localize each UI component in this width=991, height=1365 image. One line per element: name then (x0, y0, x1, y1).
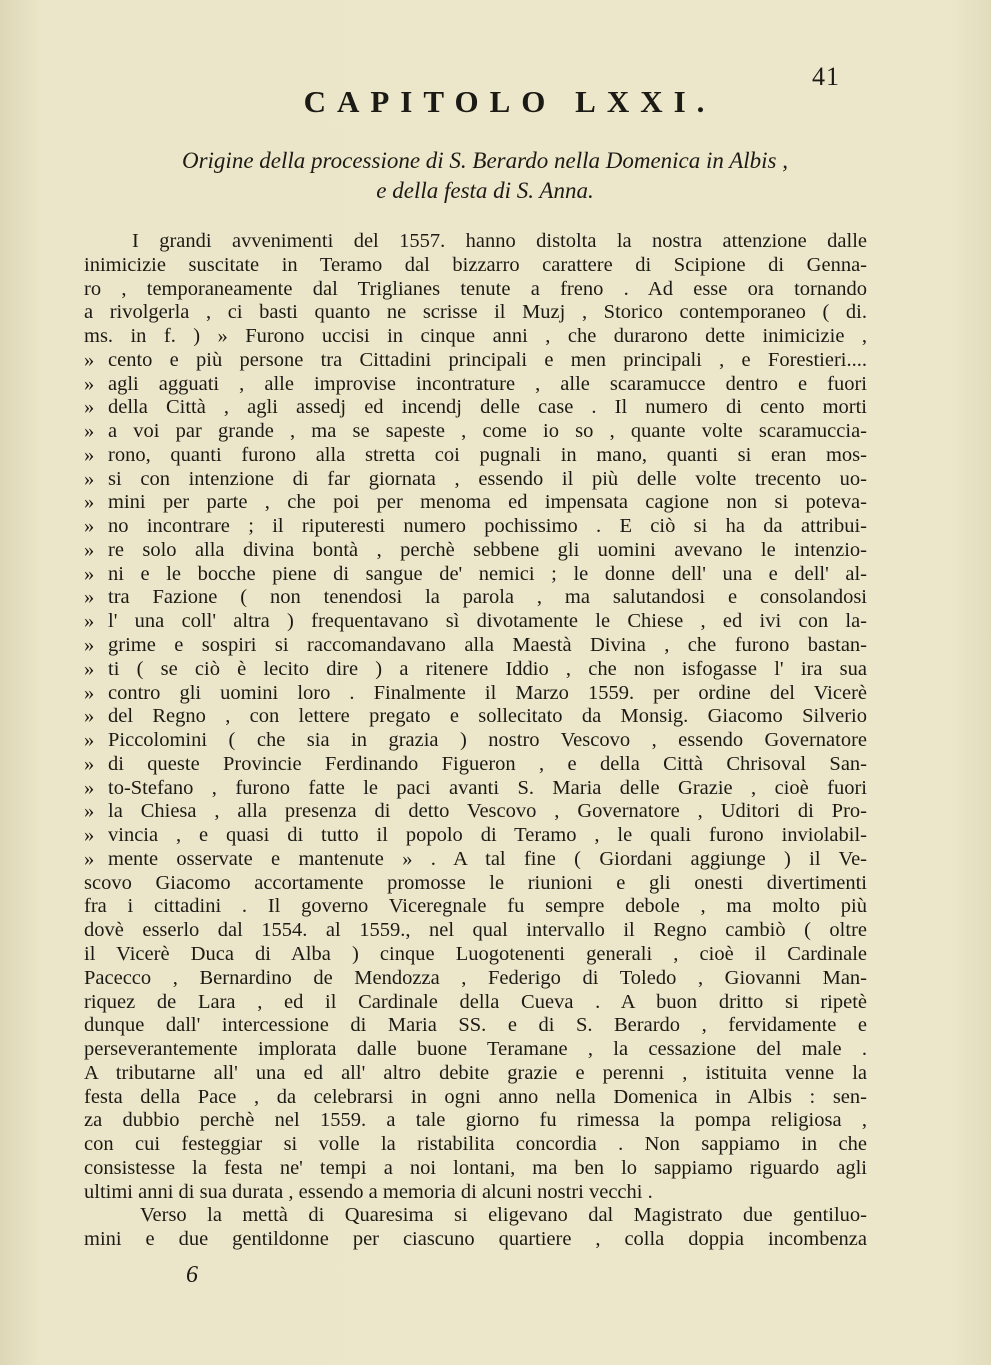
body-line-text: grime e sospiri si raccomandavano alla Maestà Divina , che furono bastan- (108, 634, 867, 657)
quote-mark: » (84, 562, 95, 585)
quote-mark: » (84, 776, 95, 799)
signature-mark: 6 (186, 1262, 198, 1288)
body-line-text: si con intenzione di far giornata , essendo il più delle volte trecento uo- (108, 467, 867, 490)
body-line (84, 491, 867, 515)
body-line (84, 800, 867, 824)
body-line-text: contro gli uomini loro . Finalmente il Marzo 1559. per ordine del Vicerè (108, 681, 867, 704)
body-line (84, 1204, 867, 1228)
body-line-text: no incontrare ; il riputeresti numero pochissimo . E ciò si ha da attribui- (108, 515, 867, 538)
body-line-text: A tributarne all' una ed all' altro debite grazie e perenni , istituita venne la (84, 1061, 867, 1084)
body-line-text: ro , temporaneamente dal Triglianes tenute a freno . Ad esse ora tornando (84, 277, 867, 300)
subtitle-line: e della festa di S. Anna. (376, 178, 594, 203)
body-line-text: del Regno , con lettere pregato e sollecitato da Monsig. Giacomo Silverio (108, 705, 867, 728)
body-line (84, 349, 867, 373)
body-line (84, 777, 867, 801)
quote-mark: » (84, 372, 95, 395)
body-line (84, 230, 867, 254)
chapter-title: CAPITOLO LXXI. (303, 84, 716, 119)
body-line (84, 515, 867, 539)
body-line-text: ultimi anni di sua durata , essendo a memoria di alcuni nostri vecchi . (84, 1180, 653, 1203)
quote-mark: » (84, 657, 95, 680)
body-line (84, 586, 867, 610)
body-line-text: rono, quanti furono alla stretta coi pugnali in mano, quanti si eran mos- (108, 443, 867, 466)
body-line-text: scovo Giacomo accortamente promosse le riunioni e gli onesti divertimenti (84, 871, 867, 894)
quote-mark: » (84, 847, 95, 870)
quote-mark: » (84, 443, 95, 466)
body-line-text: mente osservate e mantenute » . A tal fine ( Giordani aggiunge ) il Ve- (108, 847, 867, 870)
quote-mark: » (84, 586, 95, 609)
body-line-text: ti ( se ciò è lecito dire ) a ritenere Iddio , che non isfogasse l' ira sua (108, 657, 867, 680)
body-line-text: della Città , agli assedj ed incendj delle case . Il numero di cento morti (108, 396, 867, 419)
body-line (84, 872, 867, 896)
quote-mark: » (84, 705, 95, 728)
body-line (84, 1228, 867, 1252)
body-line-text: dunque dall' intercessione di Maria SS. e di S. Berardo , fervidamente e (84, 1014, 867, 1037)
quote-mark: » (84, 420, 95, 443)
body-line (84, 468, 867, 492)
body-line-text: festa della Pace , da celebrarsi in ogni anno nella Domenica in Albis : sen- (84, 1085, 867, 1108)
body-line-text: dovè esserlo dal 1554. al 1559., nel qual intervallo il Regno cambiò ( oltre (84, 919, 867, 942)
body-line (84, 991, 867, 1015)
body-line (84, 658, 867, 682)
body-line-text: re solo alla divina bontà , perchè sebbene gli uomini avevano le intenzio- (108, 538, 867, 561)
body-line-text: vincia , e quasi di tutto il popolo di Teramo , le quali furono inviolabil- (108, 824, 867, 847)
body-line (84, 610, 867, 634)
body-line (84, 919, 867, 943)
body-line (84, 848, 867, 872)
body-line-text: mini e due gentildonne per ciascuno quartiere , colla doppia incombenza (84, 1228, 867, 1251)
body-line (84, 539, 867, 563)
body-line-text: perseverantemente implorata dalle buone Teramane , la cessazione del male . (84, 1038, 867, 1061)
quote-mark: » (84, 634, 95, 657)
body-line (84, 824, 867, 848)
body-line-text: za dubbio perchè nel 1559. a tale giorno fu rimessa la pompa religiosa , (84, 1109, 867, 1132)
quote-mark: » (84, 800, 95, 823)
body-line (84, 895, 867, 919)
body-line (84, 967, 867, 991)
quote-mark: » (84, 396, 95, 419)
quote-mark: » (84, 729, 95, 752)
body-line (84, 1038, 867, 1062)
body-line-text: riquez de Lara , ed il Cardinale della Cueva . A buon dritto si ripetè (84, 990, 867, 1013)
body-line-text: l' una coll' altra ) frequentavano sì divotamente le Chiese , ed ivi con la- (108, 610, 867, 633)
body-line-text: cento e più persone tra Cittadini principali e men principali , e Forestieri.... (108, 348, 867, 371)
body-text (84, 230, 867, 1252)
body-line (84, 563, 867, 587)
body-line (84, 729, 867, 753)
body-line-text: la Chiesa , alla presenza di detto Vescovo , Governatore , Uditori di Pro- (108, 800, 867, 823)
body-line (84, 254, 867, 278)
quote-mark: » (84, 348, 95, 371)
body-line-text: a rivolgerla , ci basti quanto ne scrisse il Muzj , Storico contemporaneo ( di. (84, 301, 867, 324)
quote-mark: » (84, 467, 95, 490)
body-line (84, 373, 867, 397)
body-line (84, 278, 867, 302)
body-line-text: il Vicerè Duca di Alba ) cinque Luogotenenti generali , cioè il Cardinale (84, 942, 867, 965)
body-line-text: con cui festeggiar si volle la ristabilita concordia . Non sappiamo in che (84, 1133, 867, 1156)
body-line (84, 1157, 867, 1181)
body-line-text: di queste Provincie Ferdinando Figueron , e della Città Chrisoval San- (108, 752, 867, 775)
body-line (84, 1086, 867, 1110)
quote-mark: » (84, 515, 95, 538)
body-line (84, 753, 867, 777)
chapter-subtitle (110, 146, 860, 206)
quote-mark: » (84, 824, 95, 847)
body-line (84, 943, 867, 967)
body-line (84, 1062, 867, 1086)
quote-mark: » (84, 610, 95, 633)
body-line-text: to-Stefano , furono fatte le paci avanti S. Maria delle Grazie , cioè fuori (108, 776, 867, 799)
body-line (84, 396, 867, 420)
quote-mark: » (84, 681, 95, 704)
body-line-text: Piccolomini ( che sia in grazia ) nostro Vescovo , essendo Governatore (108, 729, 867, 752)
body-line-text: tra Fazione ( non tenendosi la parola , ma salutandosi e consolandosi (108, 586, 867, 609)
body-line (84, 301, 867, 325)
body-line-text: fra i cittadini . Il governo Viceregnale fu sempre debole , ma molto più (84, 895, 867, 918)
body-line (84, 325, 867, 349)
body-line (84, 1133, 867, 1157)
body-line (84, 1181, 867, 1205)
body-line-text: ni e le bocche piene di sangue de' nemici ; le donne dell' una e dell' al- (108, 562, 867, 585)
body-line-text: a voi par grande , ma se sapeste , come io so , quante volte scaramuccia- (108, 420, 867, 443)
quote-mark: » (84, 491, 95, 514)
body-line-text: mini per parte , che poi per menoma ed impensata cagione non si poteva- (108, 491, 867, 514)
body-line-text: agli agguati , alle improvise incontrature , alle scaramucce dentro e fuori (108, 372, 867, 395)
body-line-text: consistesse la festa ne' tempi a noi lontani, ma ben lo sappiamo riguardo agli (84, 1156, 867, 1179)
body-line (84, 634, 867, 658)
body-line-text: I grandi avvenimenti del 1557. hanno distolta la nostra attenzione dalle (132, 230, 867, 252)
body-line (84, 682, 867, 706)
body-line-text: Pacecco , Bernardino de Mendozza , Federigo di Toledo , Giovanni Man- (84, 966, 867, 989)
body-line-text: Verso la mettà di Quaresima si eligevano dal Magistrato due gentiluo- (140, 1204, 867, 1227)
body-line (84, 1014, 867, 1038)
body-line (84, 444, 867, 468)
body-line (84, 705, 867, 729)
body-line-text: ms. in f. ) » Furono uccisi in cinque anni , che durarono dette inimicizie , (84, 325, 867, 348)
body-line (84, 1109, 867, 1133)
page-number: 41 (812, 62, 840, 91)
quote-mark: » (84, 752, 95, 775)
body-line (84, 420, 867, 444)
subtitle-line: Origine della processione di S. Berardo nella Domenica in Albis , (181, 148, 789, 173)
quote-mark: » (84, 538, 95, 561)
body-line-text: inimicizie suscitate in Teramo dal bizzarro carattere di Scipione di Genna- (84, 253, 867, 276)
